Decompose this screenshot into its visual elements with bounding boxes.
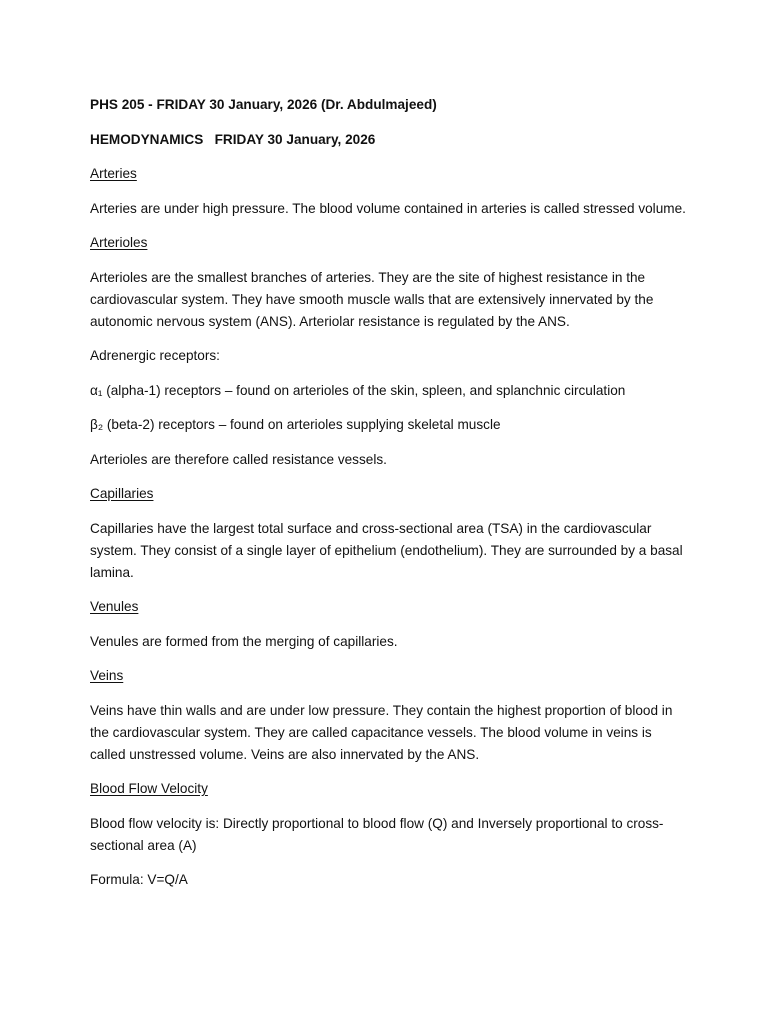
arterioles-paragraph: Arterioles are the smallest branches of arteries. They are the site of highest resistance in the cardiovascular system. They have smooth muscle walls that are extensively innervated by the autonomic nervous system (ANS). Arteriolar resistance is regulated by the ANS. <box>90 269 654 329</box>
topic-title: HEMODYNAMICS FRIDAY 30 January, 2026 <box>90 131 376 147</box>
blood-flow-velocity-paragraph: Blood flow velocity is: Directly proportional to blood flow (Q) and Inversely proportional to cross-sectional area (A) <box>90 815 664 853</box>
veins-heading: Veins <box>90 668 124 683</box>
arterioles-heading: Arterioles <box>90 235 148 250</box>
venules-paragraph: Venules are formed from the merging of capillaries. <box>90 633 398 649</box>
capillaries-heading: Capillaries <box>90 486 154 501</box>
capillaries-paragraph: Capillaries have the largest total surface and cross-sectional area (TSA) in the cardiovascular system. They consist of a single layer of epithelium (endothelium). They are surrounded by a basal lamina. <box>90 520 683 580</box>
blood-flow-velocity-heading: Blood Flow Velocity <box>90 781 208 796</box>
arteries-heading: Arteries <box>90 166 137 181</box>
venules-heading: Venules <box>90 599 139 614</box>
course-title: PHS 205 - FRIDAY 30 January, 2026 (Dr. Abdulmajeed) <box>90 97 437 112</box>
alpha1-receptor-line: α₁ (alpha-1) receptors – found on arterioles of the skin, spleen, and splanchnic circulation <box>90 382 626 398</box>
arteries-paragraph: Arteries are under high pressure. The blood volume contained in arteries is called stressed volume. <box>90 200 686 216</box>
veins-paragraph: Veins have thin walls and are under low pressure. They contain the highest proportion of blood in the cardiovascular system. They are called capacitance vessels. The blood volume in veins is called unstressed volume. Veins are also innervated by the ANS. <box>90 702 673 762</box>
resistance-vessels-line: Arterioles are therefore called resistance vessels. <box>90 451 387 467</box>
adrenergic-receptors-label: Adrenergic receptors: <box>90 348 220 363</box>
formula-line: Formula: V=Q/A <box>90 872 188 887</box>
beta2-receptor-line: β₂ (beta-2) receptors – found on arterioles supplying skeletal muscle <box>90 417 501 432</box>
